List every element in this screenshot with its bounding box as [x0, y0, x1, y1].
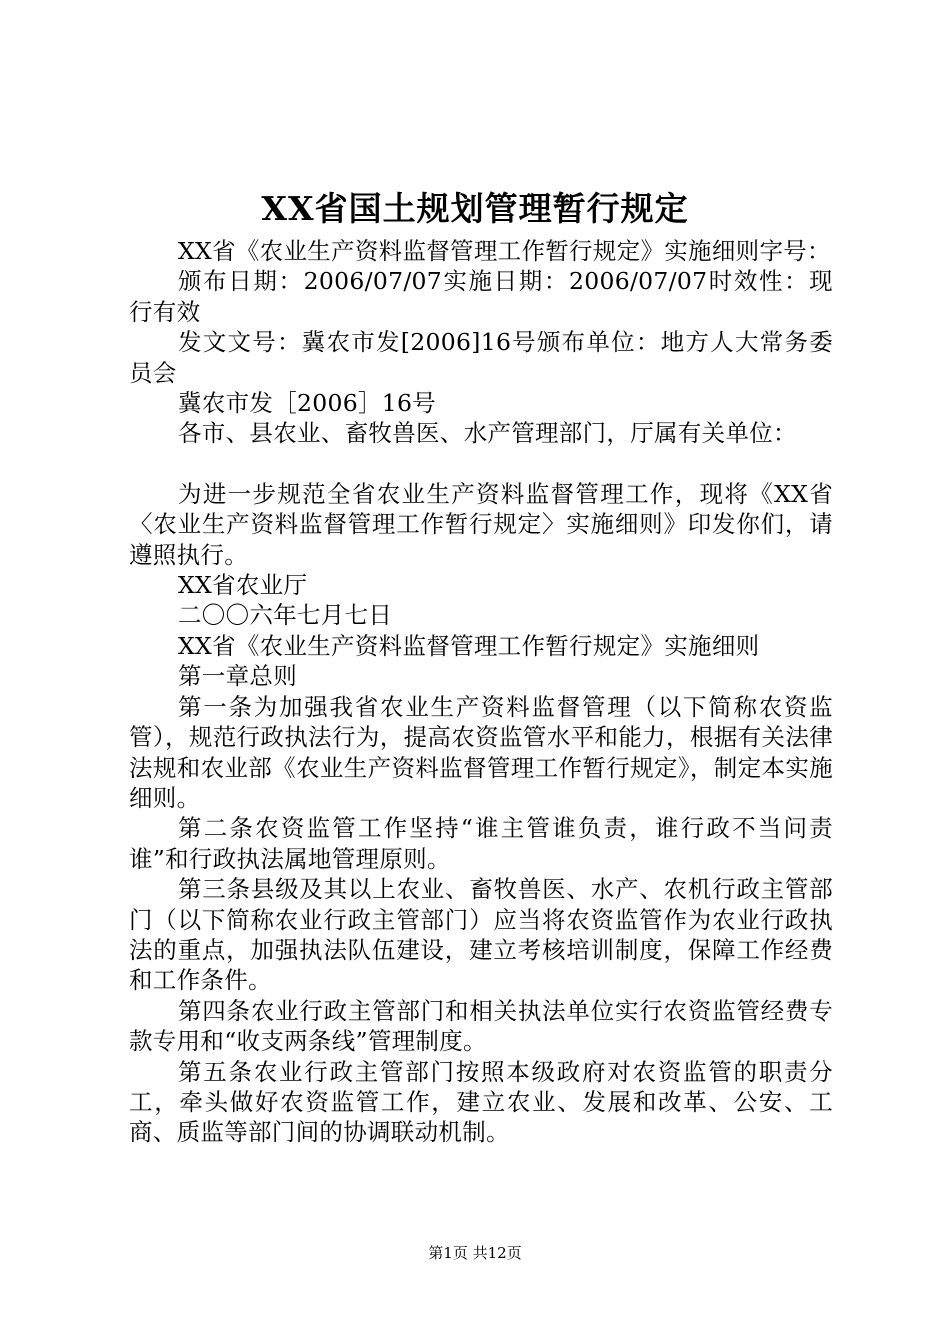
paragraph-11: 第一条为加强我省农业生产资料监督管理（以下简称农资监管），规范行政执法行为，提高农资监管水平和能力，根据有关法律法规和农业部《农业生产资料监督管理工作暂行规定》，制定本实施细则。	[129, 692, 833, 812]
document-title: XX省国土规划管理暂行规定	[261, 189, 689, 228]
paragraph-1: XX省《农业生产资料监督管理工作暂行规定》实施细则字号：	[178, 237, 831, 265]
paragraph-6: 为进一步规范全省农业生产资料监督管理工作，现将《XX省〈农业生产资料监督管理工作暂行规定〉实施细则》印发你们，请遵照执行。	[129, 479, 833, 569]
paragraph-7: XX省农业厅	[178, 571, 308, 600]
paragraph-9: XX省《农业生产资料监督管理工作暂行规定》实施细则	[178, 631, 760, 660]
paragraph-14: 第四条农业行政主管部门和相关执法单位实行农资监管经费专款专用和“收支两条线”管理制度。	[129, 996, 833, 1056]
paragraph-10: 第一章总则	[178, 662, 297, 691]
page-footer: 第1页 共12页	[428, 1244, 522, 1262]
paragraph-12: 第二条农资监管工作坚持“谁主管谁负责，谁行政不当问责谁”和行政执法属地管理原则。	[129, 814, 833, 873]
paragraph-15: 第五条农业行政主管部门按照本级政府对农资监管的职责分工，牵头做好农资监管工作，建立农业、发展和改革、公安、工商、质监等部门间的协调联动机制。	[129, 1057, 833, 1147]
paragraph-3: 发文文号：冀农市发[2006]16号颁布单位：地方人大常务委员会	[129, 328, 833, 387]
paragraph-13: 第三条县级及其以上农业、畜牧兽医、水产、农机行政主管部门（以下简称农业行政主管部门）应当将农资监管作为农业行政执法的重点，加强执法队伍建设，建立考核培训制度，保障工作经费和工作条件。	[129, 875, 833, 995]
paragraph-5: 各市、县农业、畜牧兽医、水产管理部门，厅属有关单位：	[178, 419, 797, 448]
paragraph-4: 冀农市发［2006］16号	[178, 389, 437, 418]
paragraph-8: 二〇〇六年七月七日	[178, 601, 393, 630]
paragraph-2: 颁布日期：2006/07/07实施日期：2006/07/07时效性：现行有效	[129, 267, 833, 326]
document-body	[129, 236, 833, 1148]
